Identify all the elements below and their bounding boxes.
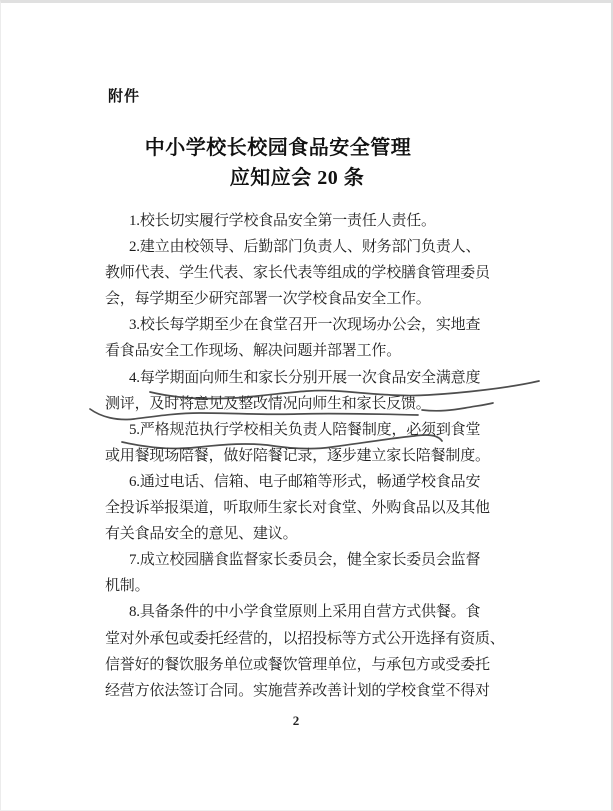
- body-line: 或用餐现场陪餐，做好陪餐记录，逐步建立家长陪餐制度。: [105, 447, 490, 464]
- body-line: 1.校长切实履行学校食品安全第一责任人责任。: [129, 213, 436, 229]
- body-line: 7.成立校园膳食监督家长委员会，健全家长委员会监督: [129, 552, 481, 569]
- body-line: 4.每学期面向师生和家长分别开展一次食品安全满意度: [129, 369, 481, 386]
- body-line: 看食品安全工作现场、解决问题并部署工作。: [105, 343, 402, 360]
- body-line: 全投诉举报渠道，听取师生家长对食堂、外购食品以及其他: [105, 500, 490, 517]
- body-line: 教师代表、学生代表、家长代表等组成的学校膳食管理委员: [105, 265, 490, 282]
- body-line: 8.具备条件的中小学食堂原则上采用自营方式供餐。食: [129, 604, 481, 621]
- body-line: 3.校长每学期至少在食堂召开一次现场办公会，实地查: [129, 317, 481, 334]
- document-title-line1: 中小学校长校园食品安全管理: [144, 137, 412, 159]
- body-line: 经营方依法签订合同。实施营养改善计划的学校食堂不得对: [105, 682, 490, 699]
- body-line: 6.通过电话、信箱、电子邮箱等形式，畅通学校食品安: [129, 473, 481, 490]
- body-line: 有关食品安全的意见、建议。: [105, 526, 298, 543]
- body-line: 2.建立由校领导、后勤部门负责人、财务部门负责人、: [129, 239, 481, 256]
- body-line: 堂对外承包或委托经营的，以招投标等方式公开选择有资质、: [105, 630, 505, 647]
- attachment-label: 附件: [108, 88, 141, 105]
- document-title-line2: 应知应会 20 条: [229, 167, 365, 189]
- body-line: 信誉好的餐饮服务单位或餐饮管理单位，与承包方或受委托: [105, 656, 490, 673]
- body-line: 5.严格规范执行学校相关负责人陪餐制度，必须到食堂: [129, 421, 481, 438]
- body-line: 机制。: [105, 578, 150, 595]
- page-number: 2: [292, 713, 300, 728]
- body-line: 会，每学期至少研究部署一次学校食品安全工作。: [105, 291, 431, 308]
- body-line: 测评，及时将意见及整改情况向师生和家长反馈。: [105, 395, 431, 412]
- document-body: [105, 208, 525, 704]
